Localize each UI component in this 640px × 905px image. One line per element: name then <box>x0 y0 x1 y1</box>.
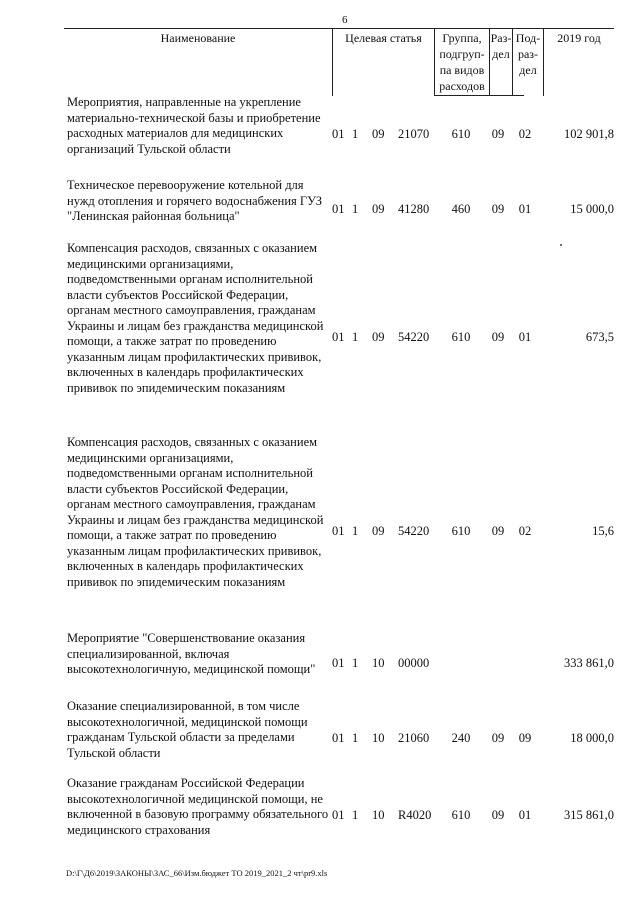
expense-group: 460 <box>451 202 471 216</box>
page-number: 6 <box>342 14 348 26</box>
podrazdel: 01 <box>518 202 532 216</box>
expense-group: 610 <box>451 330 471 344</box>
razdel: 09 <box>491 127 505 141</box>
row-name: Мероприятия, направленные на укрепление материально-технической базы и приобретение расходных материалов для медицинских организаций Тульской области <box>67 95 321 156</box>
code-event: 09 <box>372 524 385 538</box>
code-program: 01 <box>332 330 345 344</box>
header-group: Группа, подгруп- па видов расходов <box>434 28 489 96</box>
code-direction: 54220 <box>398 524 430 538</box>
expense-group: 610 <box>451 127 471 141</box>
code-subprogram: 1 <box>352 656 359 670</box>
row-name: Оказание гражданам Российской Федерации высокотехнологичной медицинской помощи, не включенной в базовую программу обязательного медицинского страхования <box>67 776 329 837</box>
code-direction: 21070 <box>398 127 430 141</box>
podrazdel: 01 <box>518 330 532 344</box>
code-direction: 21060 <box>398 731 430 745</box>
code-program: 01 <box>332 731 345 745</box>
razdel: 09 <box>491 808 505 822</box>
row-name: Компенсация расходов, связанных с оказанием медицинскими организациями, подведомственными органам исполнительной власти субъектов Российской Федерации, органам местного самоуправления, гражданам Украины и лицам без гражданства медицинской помощи, а также затрат по проведению указанным лицам профилактических прививок, включенных в календарь профилактических прививок по эпидемическим показаниям <box>67 435 324 589</box>
code-subprogram: 1 <box>352 731 359 745</box>
code-subprogram: 1 <box>352 524 359 538</box>
code-event: 09 <box>372 202 385 216</box>
code-subprogram: 1 <box>352 127 359 141</box>
code-event: 10 <box>372 731 385 745</box>
row-name: Оказание специализированной, в том числе высокотехнологичной, медицинской помощи гражданам Тульской области за пределами Тульской области <box>67 699 308 760</box>
podrazdel: 02 <box>518 524 532 538</box>
code-direction: 00000 <box>398 656 430 670</box>
row-name: Мероприятие "Совершенствование оказания специализированной, включая высокотехнологичную, медицинской помощи" <box>67 631 316 676</box>
podrazdel: 02 <box>518 127 532 141</box>
razdel: 09 <box>491 731 505 745</box>
amount: 315 861,0 <box>564 808 614 822</box>
podrazdel: 01 <box>518 808 532 822</box>
header-name: Наименование <box>160 31 236 45</box>
razdel: 09 <box>491 202 505 216</box>
header-razdel: Раз- дел <box>489 28 512 96</box>
table-header <box>64 28 614 96</box>
amount: 673,5 <box>585 330 614 344</box>
amount: 18 000,0 <box>570 731 614 745</box>
code-direction: R4020 <box>398 808 432 822</box>
code-direction: 41280 <box>398 202 430 216</box>
code-program: 01 <box>332 127 345 141</box>
header-podrazdel: Под- раз- дел <box>512 28 543 96</box>
code-event: 10 <box>372 656 385 670</box>
row-name: Техническое перевооружение котельной для нужд отопления и горячего водоснабжения ГУЗ "Ленинская районная больница" <box>67 178 323 223</box>
code-event: 10 <box>372 808 385 822</box>
code-program: 01 <box>332 202 345 216</box>
header-year: 2019 год <box>543 28 614 96</box>
code-subprogram: 1 <box>352 202 359 216</box>
code-program: 01 <box>332 808 345 822</box>
code-event: 09 <box>372 330 385 344</box>
header-bottom-border <box>434 95 524 96</box>
row-name: Компенсация расходов, связанных с оказанием медицинскими организациями, подведомственными органам исполнительной власти субъектов Российской Федерации, органам местного самоуправления, гражданам Украины и лицам без гражданства медицинской помощи, а также затрат по проведению указанным лицам профилактических прививок, включенных в календарь профилактических прививок по эпидемическим показаниям <box>67 241 324 395</box>
expense-group: 240 <box>451 731 471 745</box>
code-subprogram: 1 <box>352 808 359 822</box>
amount: 15,6 <box>592 524 614 538</box>
expense-group: 610 <box>451 808 471 822</box>
code-subprogram: 1 <box>352 330 359 344</box>
file-path-footer: D:\Г\Д6\2019\ЗАКОНЫ\ЗАС_66\Изм.бюджет ТО 2019_2021_2 чт\pr9.xls <box>66 868 328 878</box>
code-direction: 54220 <box>398 330 430 344</box>
code-program: 01 <box>332 524 345 538</box>
amount: 102 901,8 <box>564 127 614 141</box>
razdel: 09 <box>491 524 505 538</box>
podrazdel: 09 <box>518 731 532 745</box>
header-target: Целевая статья <box>332 28 434 96</box>
scan-speck <box>560 244 562 246</box>
amount: 15 000,0 <box>570 202 614 216</box>
expense-group: 610 <box>451 524 471 538</box>
code-event: 09 <box>372 127 385 141</box>
razdel: 09 <box>491 330 505 344</box>
code-program: 01 <box>332 656 345 670</box>
amount: 333 861,0 <box>564 656 614 670</box>
